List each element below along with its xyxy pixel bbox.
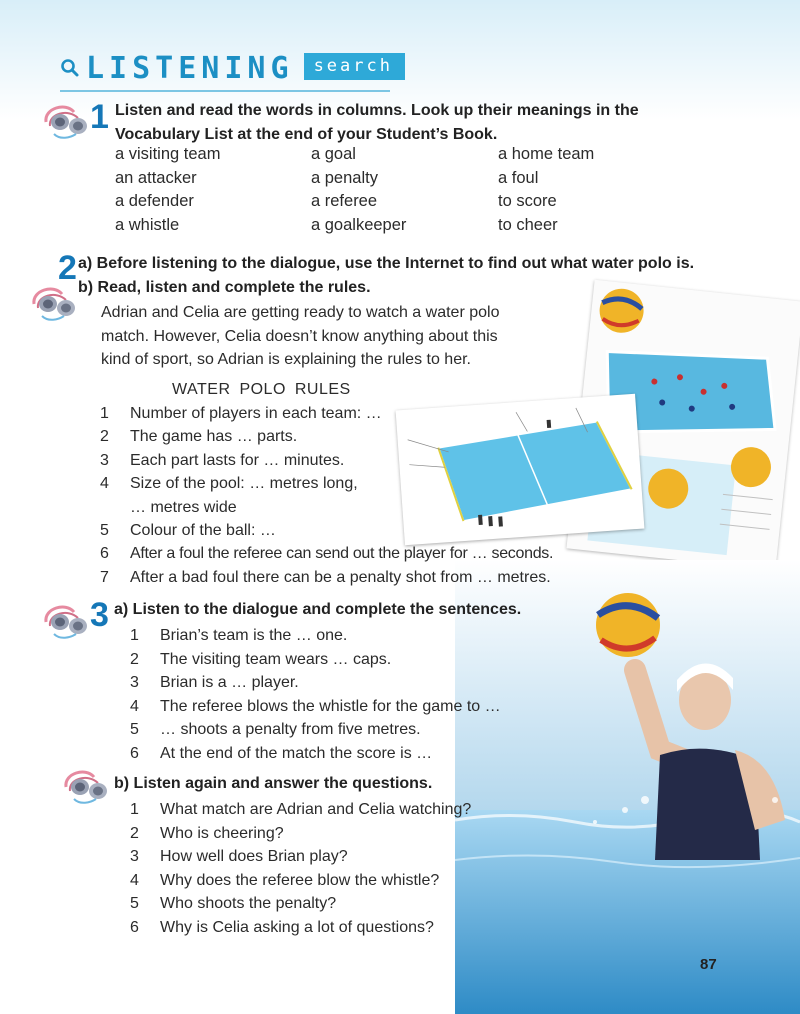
item-number: 5 <box>130 895 139 913</box>
question-item <box>130 822 550 846</box>
search-icon <box>60 58 80 78</box>
task3-part-a: a) Listen to the dialogue and complete the sentences. <box>114 601 522 618</box>
item-number: 3 <box>130 674 139 692</box>
instruction-line: Listen and read the words in columns. Look up their meanings in the <box>115 102 639 119</box>
item-number: 2 <box>130 650 139 668</box>
item-text: Brian’s team is the … one. <box>160 627 348 644</box>
vocabulary-grid <box>115 143 635 237</box>
item-number: 6 <box>130 744 139 762</box>
headphones-icon <box>60 765 110 805</box>
intro-line: kind of sport, so Adrian is explaining the rules to her. <box>101 351 471 368</box>
rule-text: After a bad foul there can be a penalty shot from … metres. <box>130 568 551 586</box>
instruction-line: Vocabulary List at the end of your Student’s Book. <box>115 126 498 143</box>
sentence-item <box>130 624 550 648</box>
item-text: How well does Brian play? <box>160 848 348 866</box>
rule-item <box>100 496 580 519</box>
section-title: LISTENING <box>86 50 294 86</box>
item-text: Why does the referee blow the whistle? <box>160 871 440 889</box>
item-number: 4 <box>130 871 139 889</box>
rule-text: Number of players in each team: … <box>130 405 382 422</box>
task3-part-b: b) Listen again and answer the questions. <box>114 775 433 792</box>
task-number: 1 <box>90 98 109 136</box>
vocab-word: a defender <box>115 192 194 210</box>
rule-item <box>100 425 580 448</box>
rule-text: … metres wide <box>130 498 237 516</box>
vocab-word: a penalty <box>311 168 378 187</box>
sentence-item <box>130 648 550 672</box>
question-item <box>130 869 550 893</box>
item-number: 3 <box>130 848 139 866</box>
rule-item <box>100 542 580 565</box>
item-number: 4 <box>130 697 139 715</box>
rule-text: Size of the pool: … metres long, <box>130 475 358 493</box>
header-underline <box>60 90 390 92</box>
task1-instruction <box>115 99 715 147</box>
item-text: The referee blows the whistle for the game to … <box>160 697 501 715</box>
task-number: 2 <box>58 249 77 287</box>
item-text: The visiting team wears … caps. <box>160 650 392 668</box>
item-text: Brian is a … player. <box>160 674 299 692</box>
question-item <box>130 916 550 940</box>
section-header <box>60 48 405 88</box>
rule-number: 4 <box>100 475 109 493</box>
dialogue-intro <box>101 301 561 372</box>
rule-number: 3 <box>100 451 109 469</box>
sentence-item <box>130 742 550 766</box>
rule-item <box>100 449 580 472</box>
sentence-item <box>130 671 550 695</box>
question-item <box>130 892 550 916</box>
vocab-word: a referee <box>311 192 378 210</box>
rule-text: The game has … parts. <box>130 428 298 446</box>
rule-text: After a foul the referee can send out the player for … seconds. <box>130 545 554 563</box>
item-number: 2 <box>130 824 139 842</box>
intro-line: Adrian and Celia are getting ready to watch a water polo <box>101 304 500 321</box>
item-text: At the end of the match the score is … <box>160 744 433 762</box>
sentences-list <box>130 624 550 766</box>
rule-number: 1 <box>100 405 109 422</box>
rule-text: Each part lasts for … minutes. <box>130 451 345 469</box>
rule-text: Colour of the ball: … <box>130 522 276 540</box>
rules-list <box>100 402 580 589</box>
item-text: Who is cheering? <box>160 824 284 842</box>
rule-number: 5 <box>100 522 109 540</box>
question-item <box>130 845 550 869</box>
vocab-word: a goal <box>311 145 356 163</box>
vocab-word: to cheer <box>498 215 558 234</box>
vocab-word: a visiting team <box>115 145 221 163</box>
vocab-word: to score <box>498 192 557 210</box>
rule-item <box>100 472 580 495</box>
item-text: … shoots a penalty from five metres. <box>160 721 421 739</box>
item-number: 5 <box>130 721 139 739</box>
page-number: 87 <box>700 956 717 973</box>
item-text: What match are Adrian and Celia watching? <box>160 801 472 818</box>
headphones-icon <box>28 282 78 322</box>
rule-item <box>100 519 580 542</box>
rule-number: 2 <box>100 428 109 446</box>
vocab-word: an attacker <box>115 168 197 187</box>
sentence-item <box>130 718 550 742</box>
rule-number <box>100 496 130 519</box>
task2-part-b: b) Read, listen and complete the rules. <box>78 279 371 296</box>
rule-number: 7 <box>100 568 109 586</box>
task-number: 3 <box>90 596 109 634</box>
task2-part-a: a) Before listening to the dialogue, use the Internet to find out what water polo is. <box>78 255 695 272</box>
rule-number: 6 <box>100 545 109 563</box>
vocab-word: a foul <box>498 168 539 187</box>
questions-list <box>130 798 550 940</box>
item-number: 1 <box>130 801 139 818</box>
item-number: 6 <box>130 918 139 936</box>
rules-title: WATER POLO RULES <box>172 381 351 398</box>
intro-line: match. However, Celia doesn’t know anything about this <box>101 327 498 345</box>
headphones-icon <box>40 600 90 640</box>
section-tag: search <box>304 53 405 80</box>
vocab-word: a whistle <box>115 215 180 234</box>
item-number: 1 <box>130 627 139 644</box>
sentence-item <box>130 695 550 719</box>
vocab-word: a goalkeeper <box>311 215 407 234</box>
vocab-word: a home team <box>498 145 595 163</box>
headphones-icon <box>40 100 90 140</box>
item-text: Why is Celia asking a lot of questions? <box>160 918 434 936</box>
item-text: Who shoots the penalty? <box>160 895 337 913</box>
question-item <box>130 798 550 822</box>
rule-item <box>100 566 580 589</box>
rule-item <box>100 402 580 425</box>
